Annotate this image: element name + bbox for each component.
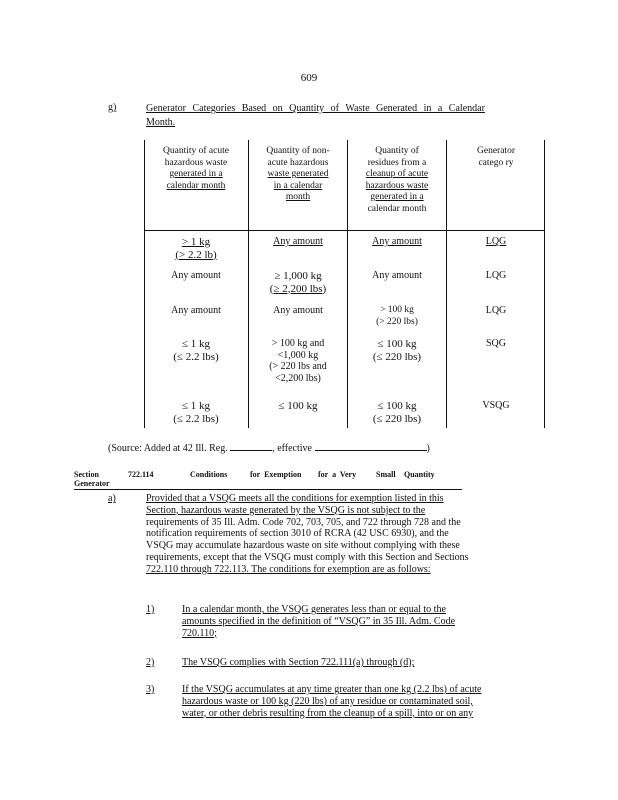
header-generator-category: Generator catego ry	[477, 146, 515, 168]
table-cell: Any amount	[372, 236, 422, 247]
generator-category-table	[144, 140, 544, 428]
subsection-g-title: Generator Categories Based on Quantity of Waste Generated in a Calendar Month.	[146, 103, 485, 128]
subsection-a-text: Provided that a VSQG meets all the conditions for exemption listed in this Section, hazardous waste generated by the VSQG is not subject to the requirements of 35 Ill. Adm. Code 702, 703, 705, and 722 through 728 and the notification requirements of section 3010 of RCRA (42 USC 6930), and the VSQG may accumulate hazardous waste on site without complying with these requirements, except that the VSQG must comply with this Section and Sections 722.110 through 722.113. The conditions for exemption are as follows:	[146, 493, 469, 575]
table-cell: ≤ 1 kg (≤ 2.2 lbs)	[173, 338, 219, 363]
item-2-label: 2)	[146, 657, 155, 668]
table-cell: ≤ 100 kg (≤ 220 lbs)	[372, 338, 422, 363]
table-cell: > 1 kg (> 2.2 lb)	[175, 236, 217, 261]
header-non-acute: Quantity of non- acute hazardous waste generated in a calendar month	[266, 146, 330, 202]
table-cell: > 100 kg (> 220 lbs)	[376, 305, 418, 327]
header-residues: Quantity of residues from a cleanup of acute hazardous waste generated in a calendar month	[365, 146, 429, 214]
source-note: (Source: Added at 42 Ill. Reg. , effective )	[108, 443, 430, 454]
table-cell: Any amount	[273, 236, 323, 247]
subsection-a-label: a)	[108, 493, 116, 504]
table-cell: ≤ 100 kg (≤ 220 lbs)	[372, 400, 422, 425]
table-cell: LQG	[485, 270, 507, 281]
table-cell: ≥ 1,000 kg (≥ 2,200 lbs)	[269, 270, 327, 295]
table-cell: Any amount	[171, 270, 221, 281]
item-1-label: 1)	[146, 604, 155, 615]
table-cell: SQG	[485, 338, 506, 349]
section-heading: Section 722.114 Conditions for Exemption for a Very Small Quantity Generator	[74, 470, 462, 490]
item-1-text: In a calendar month, the VSQG generates less than or equal to the amounts specified in the definition of “VSQG” in 35 Ill. Adm. Code 720.110;	[182, 604, 456, 639]
table-cell: Any amount	[273, 305, 323, 316]
table-cell: LQG	[485, 305, 507, 316]
item-3-text: If the VSQG accumulates at any time greater than one kg (2.2 lbs) of acute hazardous waste or 100 kg (220 lbs) of any residue or contaminated soil, water, or other debris resulting from the cleanup of a spill, into or on any	[182, 684, 482, 719]
table-cell: VSQG	[482, 400, 510, 411]
table-cell: ≤ 1 kg (≤ 2.2 lbs)	[173, 400, 219, 425]
header-acute: Quantity of acute hazardous waste generated in a calendar month	[163, 146, 229, 191]
item-3-label: 3)	[146, 684, 155, 695]
table-cell: Any amount	[171, 305, 221, 316]
table-cell: ≤ 100 kg	[278, 400, 318, 412]
table-cell: Any amount	[372, 270, 422, 281]
item-2-text: The VSQG complies with Section 722.111(a) through (d);	[182, 657, 415, 668]
page-number: 609	[300, 72, 318, 84]
table-cell: LQG	[485, 236, 507, 247]
subsection-g-label: g)	[108, 102, 117, 113]
table-cell: > 100 kg and <1,000 kg (> 220 lbs and <2,200 lbs)	[269, 338, 327, 384]
